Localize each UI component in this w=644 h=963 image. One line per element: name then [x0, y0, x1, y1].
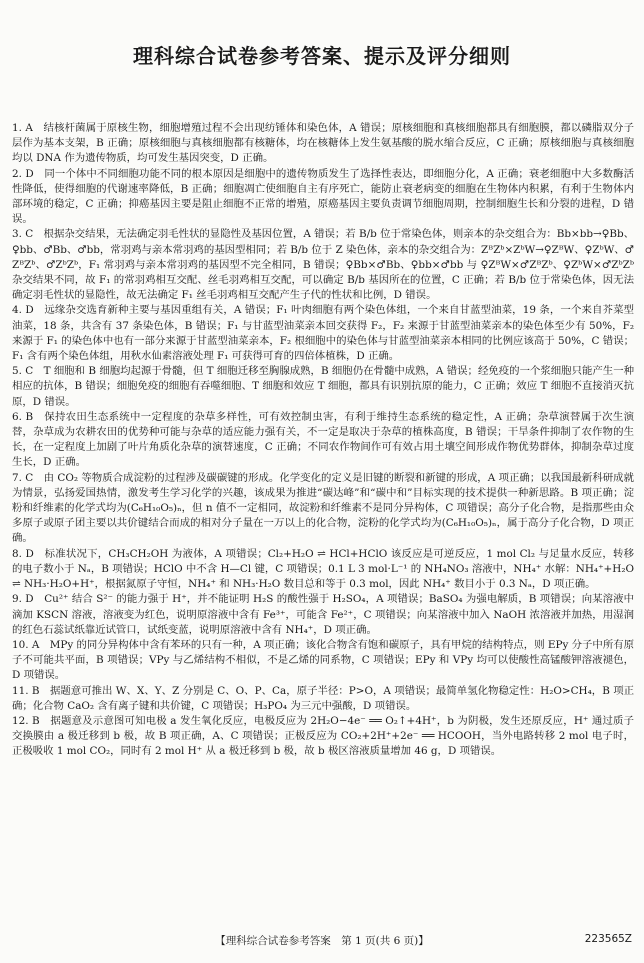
answer-item-10: 10. A MPy 的同分异构体中含有苯环的只有一种，A 项正确；该化合物含有饱和碳原子，具有甲烷的结构特点，则 EPy 分子中所有原子不可能共平面，B 项错误；VPy 与乙烯结构不相似，不是乙烯的同系物，C 项错误；EPy 和 VPy 均可以使酸性高锰酸钾溶液褪色，D 项错误。: [12, 638, 634, 682]
page-title: 理科综合试卷参考答案、提示及评分细则: [133, 44, 511, 68]
answer-item-2: 2. D 同一个体中不同细胞功能不同的根本原因是细胞中的遗传物质发生了选择性表达，即细胞分化，A 正确；衰老细胞中大多数酶活性降低，使得细胞的代谢速率降低，B 正确；细胞凋亡使细胞自主有序死亡，能防止衰老病变的细胞在生物体内积累，有利于生物体内部环境的稳定，C 正确；抑癌基因主要是阻止细胞不正常的增殖，原癌基因主要负责调节细胞周期，控制细胞生长和分裂的进程，D 错误。: [12, 167, 634, 226]
answer-item-12: 12. B 据题意及示意图可知电极 a 发生氧化反应，电极反应为 2H₂O−4e⁻ ══ O₂↑+4H⁺，b 为阴极，发生还原反应，H⁺ 通过质子交换膜由 a 极迁移到 b 极，故 B 项正确，A、C 项错误；正极反应为 CO₂+2H⁺+2e⁻ ══ HCOOH，当外电路转移 2 mol 电子时，正极吸收 1 mol CO₂，同时有 2 mol H⁺ 从 a 极迁移到 b 极，故 b 极区溶液质量增加 46 g，D 项错误。: [12, 714, 634, 758]
answer-item-1: 1. A 结核杆菌属于原核生物，细胞增殖过程不会出现纺锤体和染色体，A 错误；原核细胞和真核细胞都具有细胞膜，都以磷脂双分子层作为基本支架，B 正确；原核细胞与真核细胞都有核糖体，均在核糖体上发生氨基酸的脱水缩合反应，C 正确；原核细胞与真核细胞均以 DNA 作为遗传物质，均可发生基因突变，D 正确。: [12, 122, 634, 165]
answer-item-8: 8. D 标准状况下，CH₃CH₂OH 为液体，A 项错误；Cl₂+H₂O ⇌ HCl+HClO 该反应是可逆反应，1 mol Cl₂ 与足量水反应，转移的电子数小于 Nₐ，B 项错误；HClO 中不含 H—Cl 键，C 项错误；0.1 L 3 mol·L⁻¹ 的 NH₄NO₃ 溶液中，NH₄⁺ 水解：NH₄⁺+H₂O ⇌ NH₃·H₂O+H⁺，根据氮原子守恒，NH₄⁺ 和 NH₃·H₂O 数目总和等于 0.3 mol，因此 NH₄⁺ 数目小于 0.3 Nₐ，D 项正确。: [12, 547, 634, 591]
answer-item-6: 6. B 保持农田生态系统中一定程度的杂草多样性，可有效控制虫害，有利于维持生态系统的稳定性，A 正确；杂草演替属于次生演替，杂草成为农耕农田的优势种可能与杂草的适应能力强有关，不一定是取决于杂草的植株高度，B 错误；干旱条件抑制了农作物的生长，在一定程度上加剧了叶片角质化杂草的演替速度，C 正确；不同农作物间作可有效占用土壤空间形成作物优势群体，抑制杂草过度生长，D 正确。: [12, 410, 634, 469]
answer-item-7: 7. C 由 CO₂ 等物质合成淀粉的过程涉及碳碳键的形成。化学变化的定义是旧键的断裂和新键的形成，A 项正确；以我国最新科研成就为情景，弘扬爱国热情，激发考生学习化学的兴趣，该成果为推进“碳达峰”和“碳中和”目标实现的技术提供一种新思路。B 项正确；淀粉和纤维素的化学式均为(C₆H₁₀O₅)ₙ，但 n 值不一定相同，故淀粉和纤维素不是同分异构体，C 项错误；高分子化合物，是指那些由众多原子或原子团主要以共价键结合而成的相对分子量在一万以上的化合物，淀粉的化学式均为(C₆H₁₀O₅)ₙ，属于高分子化合物，D 项正确。: [12, 471, 634, 545]
answer-item-3: 3. C 根据杂交结果，无法确定羽毛性状的显隐性及基因位置，A 错误；若 B/b 位于常染色体，则亲本的杂交组合为：Bb×bb→♀Bb、♀bb、♂Bb、♂bb，常羽鸡与亲本常羽鸡的基因型相同；若 B/b 位于 Z 染色体，亲本的杂交组合为：ZᴮZᵇ×ZᵇW→♀ZᴮW、♀ZᵇW、♂ZᴮZᵇ、♂ZᵇZᵇ，F₁ 常羽鸡与亲本常羽鸡的基因型不完全相同，B 错误；♀Bb×♂Bb、♀bb×♂bb 与 ♀ZᴮW×♂ZᴮZᵇ、♀ZᵇW×♂ZᵇZᵇ 杂交结果不同，故 F₁ 的常羽鸡相互交配、丝毛羽鸡相互交配，可以确定 B/b 基因所在的位置，C 正确；若 B/b 位于常染色体，因无法确定羽毛性状的显隐性，故无法确定 F₁ 丝毛羽鸡相互交配产生子代的性状和比例，D 错误。: [12, 228, 634, 302]
answer-item-11: 11. B 据题意可推出 W、X、Y、Z 分别是 C、O、P、Ca，原子半径：P>O，A 项错误；最简单氢化物稳定性：H₂O>CH₄，B 项正确；化合物 CaO₂ 含有离子键和共价键，C 项错误；H₃PO₄ 为三元中强酸，D 项错误。: [12, 684, 634, 712]
page-footer: 【理科综合试卷参考答案 第 1 页(共 6 页)】: [215, 935, 429, 947]
answer-item-5: 5. C T 细胞和 B 细胞均起源于骨髓，但 T 细胞迁移至胸腺成熟，B 细胞仍在骨髓中成熟，A 错误；经免疫的一个浆细胞只能产生一种相应的抗体，B 错误；细胞免疫的细胞有吞噬细胞、T 细胞和效应 T 细胞，都具有识别抗原的能力，C 正确；效应 T 细胞不直接消灭抗原，D 错误。: [12, 365, 634, 408]
answer-item-4: 4. D 远缘杂交选育新种主要与基因重组有关，A 错误；F₁ 叶肉细胞有两个染色体组，一个来自甘蓝型油菜，19 条，一个来自芥菜型油菜，18 条，共含有 37 条染色体，B 错误；F₁ 与甘蓝型油菜亲本回交获得 F₂，F₂ 来源于甘蓝型油菜亲本的染色体至少有 50%，F₂ 来源于 F₁ 的染色体中也有一部分来源于甘蓝型油菜亲本，F₂ 根细胞中的染色体与甘蓝型油菜亲本相同的比例应该高于 50%，C 错误；F₁ 含有两个染色体组，用秋水仙素溶液处理 F₁ 可获得可育的四倍体植株，D 正确。: [12, 304, 634, 363]
answer-list: [12, 121, 634, 760]
answer-item-9: 9. D Cu²⁺ 结合 S²⁻ 的能力强于 H⁺，并不能证明 H₂S 的酸性强于 H₂SO₄，A 项错误；BaSO₄ 为强电解质，B 项错误；向某溶液中滴加 KSCN 溶液，溶液变为红色，说明原溶液中含有 Fe³⁺，可能含 Fe²⁺，C 项错误；向某溶液中加入 NaOH 浓溶液并加热，用湿润的红色石蕊试纸靠近试管口，试纸变蓝，说明原溶液中含有 NH₄⁺，D 项正确。: [12, 593, 635, 636]
document-code: 223565Z: [584, 933, 632, 945]
